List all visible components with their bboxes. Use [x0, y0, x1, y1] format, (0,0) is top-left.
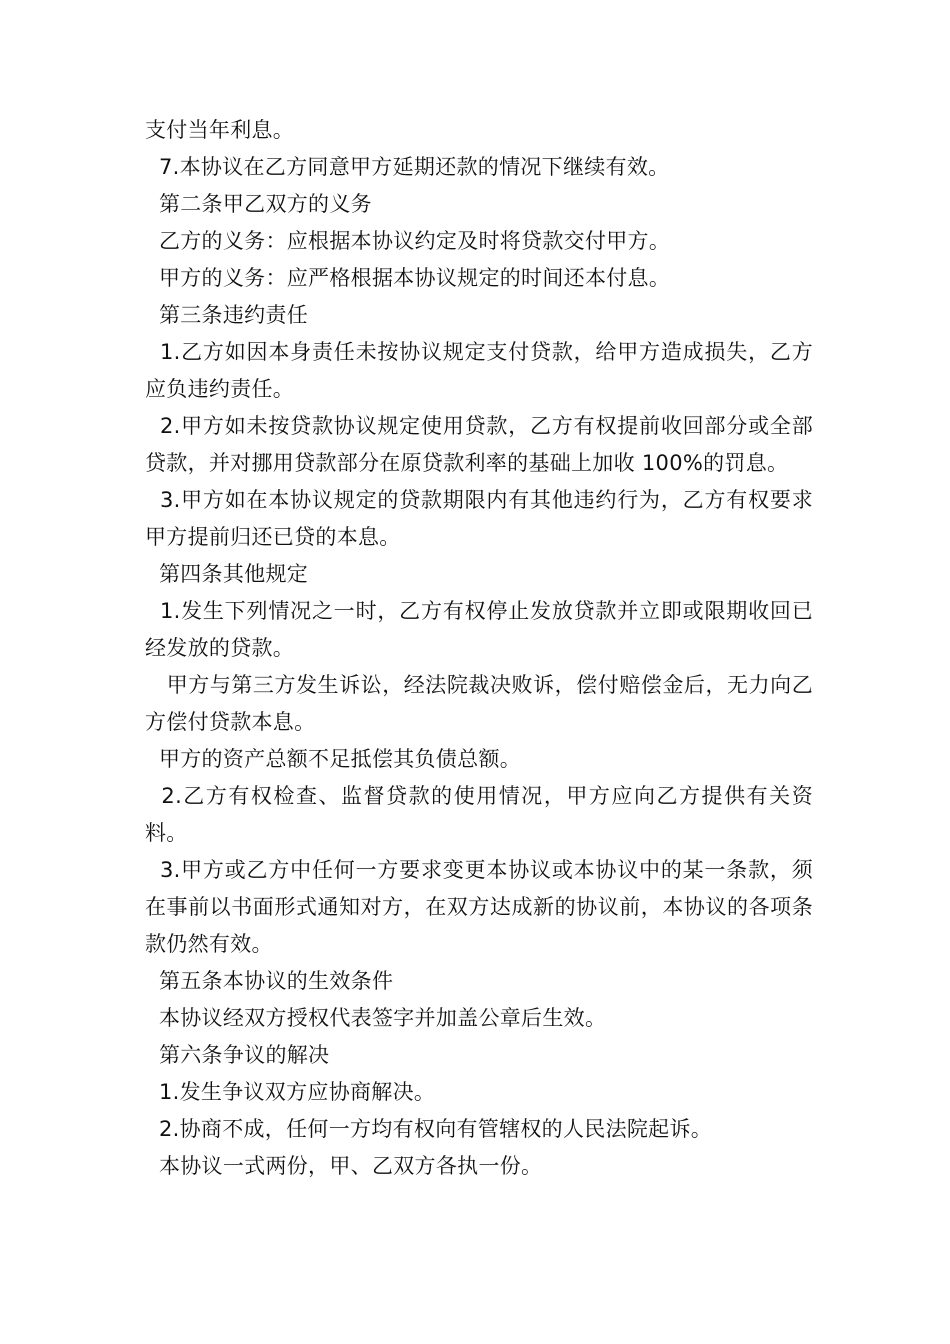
paragraph: 甲方的义务：应严格根据本协议规定的时间还本付息。	[145, 266, 671, 290]
paragraph: 1.乙方如因本身责任未按协议规定支付贷款，给甲方造成损失，乙方应负违约责任。	[145, 340, 813, 401]
section-heading: 第六条争议的解决	[145, 1043, 330, 1067]
paragraph: 7.本协议在乙方同意甲方延期还款的情况下继续有效。	[145, 155, 670, 179]
paragraph: 本协议一式两份，甲、乙双方各执一份。	[145, 1154, 543, 1178]
paragraph: 1.发生争议双方应协商解决。	[145, 1080, 436, 1104]
paragraph: 甲方与第三方发生诉讼，经法院裁决败诉，偿付赔偿金后，无力向乙方偿付贷款本息。	[145, 673, 813, 734]
section-heading: 第五条本协议的生效条件	[145, 969, 394, 993]
document-page	[145, 112, 813, 1185]
paragraph: 2.协商不成，任何一方均有权向有管辖权的人民法院起诉。	[145, 1117, 713, 1141]
section-heading: 第三条违约责任	[145, 303, 309, 327]
paragraph: 3.甲方如在本协议规定的贷款期限内有其他违约行为，乙方有权要求甲方提前归还已贷的本息。	[145, 488, 813, 549]
paragraph: 2.甲方如未按贷款协议规定使用贷款，乙方有权提前收回部分或全部贷款，并对挪用贷款部分在原贷款利率的基础上加收 100%的罚息。	[145, 414, 813, 475]
paragraph: 乙方的义务：应根据本协议约定及时将贷款交付甲方。	[145, 229, 671, 253]
paragraph: 3.甲方或乙方中任何一方要求变更本协议或本协议中的某一条款，须在事前以书面形式通知对方，在双方达成新的协议前，本协议的各项条款仍然有效。	[145, 858, 813, 956]
section-heading: 第二条甲乙双方的义务	[145, 192, 372, 216]
paragraph: 本协议经双方授权代表签字并加盖公章后生效。	[145, 1006, 607, 1030]
paragraph: 支付当年利息。	[145, 118, 295, 142]
paragraph: 甲方的资产总额不足抵偿其负债总额。	[145, 747, 522, 771]
section-heading: 第四条其他规定	[145, 562, 309, 586]
paragraph: 2.乙方有权检查、监督贷款的使用情况，甲方应向乙方提供有关资料。	[145, 784, 813, 845]
paragraph: 1.发生下列情况之一时，乙方有权停止发放贷款并立即或限期收回已经发放的贷款。	[145, 599, 813, 660]
